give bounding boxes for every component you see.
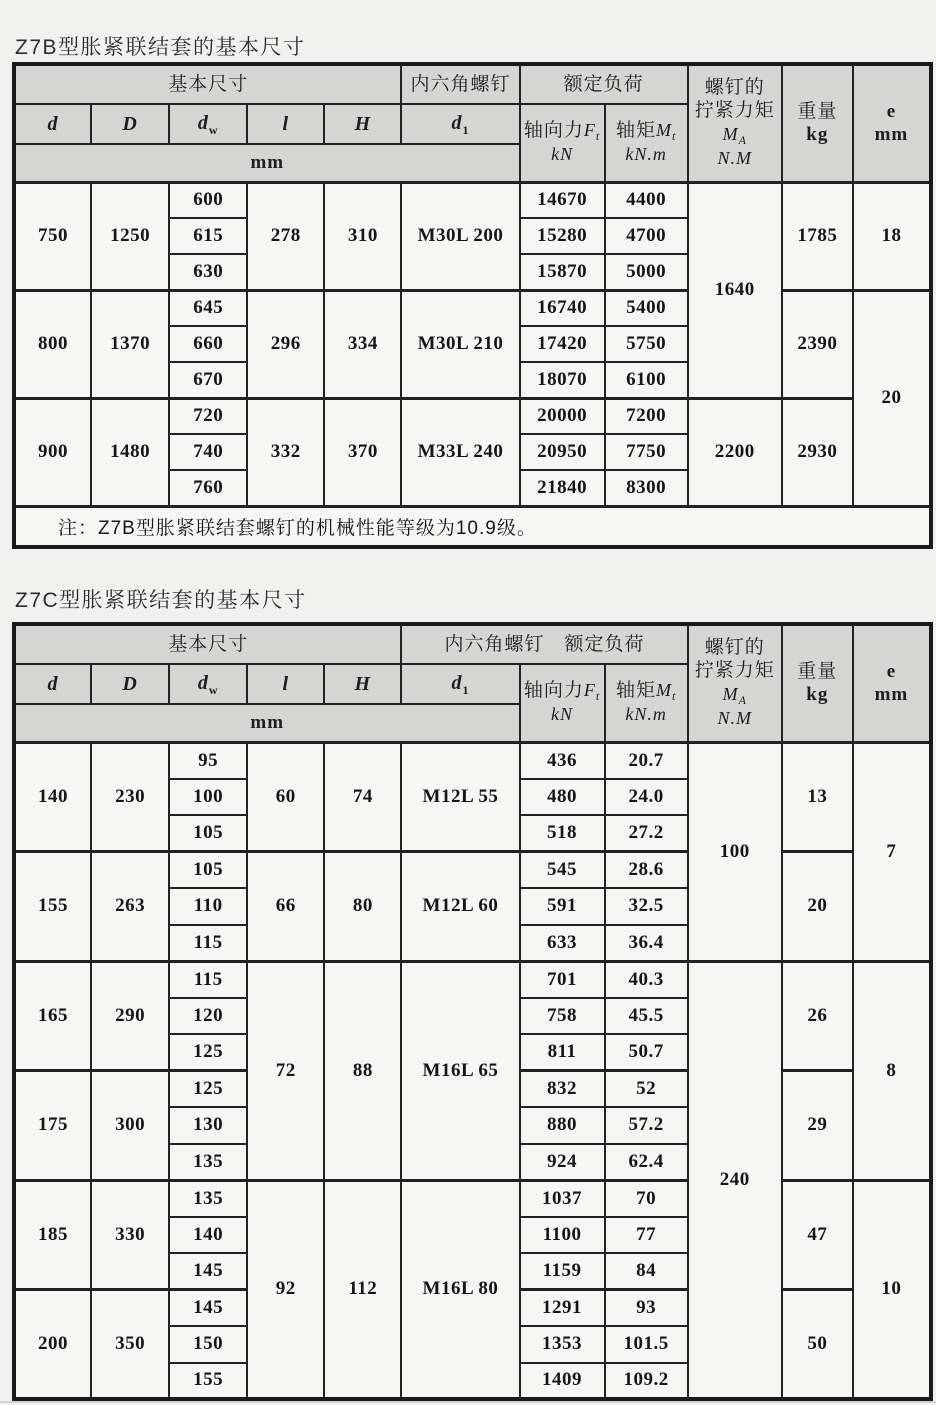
col-axial-torque — [605, 104, 688, 182]
table-cell: M30L 200 — [401, 182, 519, 290]
text-run: w — [208, 682, 219, 697]
table-cell: 135 — [169, 1180, 247, 1217]
text-run: M — [656, 119, 672, 140]
table-cell: 145 — [169, 1253, 247, 1290]
table-cell: 74 — [324, 742, 401, 852]
table-cell: M12L 55 — [401, 742, 519, 852]
text-run: 轴矩 — [615, 119, 656, 141]
table-cell: 7 — [853, 742, 931, 961]
table-cell: 7750 — [605, 434, 688, 470]
table-cell: 145 — [169, 1290, 247, 1327]
table-cell: M12L 60 — [401, 852, 519, 962]
z7b-table-title: Z7B型胀紧联结套的基本尺寸 — [15, 36, 306, 59]
table-cell: 105 — [169, 815, 247, 852]
table-cell: 77 — [605, 1217, 688, 1254]
table-cell: 1409 — [520, 1363, 605, 1400]
table-cell: 5750 — [605, 326, 688, 362]
text-run: w — [208, 122, 219, 137]
table-cell: 633 — [520, 925, 605, 962]
table-cell: 29 — [782, 1071, 853, 1181]
text-run: l — [282, 672, 290, 695]
table-cell: 1159 — [520, 1253, 605, 1290]
table-cell: 120 — [169, 998, 247, 1035]
table-cell: 1250 — [91, 182, 169, 290]
table-cell: 6100 — [605, 362, 688, 398]
text-run: mm — [250, 712, 285, 734]
table-cell: 760 — [169, 470, 247, 506]
table-cell: 900 — [14, 398, 91, 506]
header-e — [853, 624, 931, 742]
table-cell: 811 — [520, 1034, 605, 1071]
table-cell: 112 — [324, 1180, 401, 1399]
table-cell: 15280 — [520, 218, 605, 254]
table-cell: 5400 — [605, 290, 688, 326]
table-cell: 18 — [853, 182, 931, 290]
col-dw — [169, 664, 247, 704]
table-cell: 332 — [247, 398, 324, 506]
text-run: A — [738, 692, 747, 707]
table-cell: 330 — [91, 1180, 169, 1290]
table-cell: 1353 — [520, 1326, 605, 1363]
table-cell: 115 — [169, 925, 247, 962]
table-cell: 115 — [169, 961, 247, 998]
table-cell: 290 — [91, 961, 169, 1071]
table-cell: 832 — [520, 1071, 605, 1108]
text-run: N.M — [717, 148, 753, 169]
table-cell: 750 — [14, 182, 91, 290]
col-d — [14, 664, 91, 704]
table-cell: 101.5 — [605, 1326, 688, 1363]
table-cell: 230 — [91, 742, 169, 852]
text-run: mm — [874, 124, 909, 146]
col-axial-torque — [605, 664, 688, 742]
table-cell: 2200 — [688, 398, 782, 506]
col-l — [247, 104, 324, 144]
table-cell: 47 — [782, 1180, 853, 1290]
table-cell: 125 — [169, 1071, 247, 1108]
header-rated-load: 额定负荷 — [520, 64, 688, 104]
table-cell: 20 — [853, 290, 931, 506]
table-cell: 40.3 — [605, 961, 688, 998]
z7c-dimensions-table — [12, 622, 933, 1401]
table-cell: 155 — [169, 1363, 247, 1400]
table-cell: 13 — [782, 742, 853, 852]
table-cell: 701 — [520, 961, 605, 998]
table-cell: M33L 240 — [401, 398, 519, 506]
table-cell: 720 — [169, 398, 247, 434]
table-cell: 1291 — [520, 1290, 605, 1327]
text-run: t — [671, 688, 677, 703]
table-cell: 100 — [688, 742, 782, 961]
text-run: 重量 — [797, 661, 838, 683]
header-hex-socket-screw: 内六角螺钉 — [401, 64, 519, 104]
text-run: N.M — [717, 708, 752, 729]
table-cell: 924 — [520, 1144, 605, 1181]
table-cell: 518 — [520, 815, 605, 852]
text-run: kN — [551, 704, 574, 725]
table-cell: 480 — [520, 779, 605, 816]
table-cell: 88 — [324, 961, 401, 1180]
table-cell: 130 — [169, 1107, 247, 1144]
table-cell: 17420 — [520, 326, 605, 362]
table-cell: 436 — [520, 742, 605, 779]
table-cell: 80 — [324, 852, 401, 962]
table-cell: 185 — [14, 1180, 91, 1290]
table-cell: 110 — [169, 888, 247, 925]
col-dw — [169, 104, 247, 144]
table-cell: 370 — [324, 398, 401, 506]
text-run: M — [722, 123, 739, 144]
table-cell: 5000 — [605, 254, 688, 290]
table-cell: 36.4 — [605, 925, 688, 962]
table-cell: M16L 65 — [401, 961, 519, 1180]
text-run: H — [354, 112, 372, 135]
text-run: M — [655, 679, 672, 700]
table-cell: 300 — [91, 1071, 169, 1181]
table-cell: 1370 — [91, 290, 169, 398]
text-run: 1 — [462, 122, 470, 137]
table-cell: 62.4 — [605, 1144, 688, 1181]
header-screw-tightening-torque — [688, 64, 782, 182]
table-cell: 175 — [14, 1071, 91, 1181]
table-cell: 20 — [782, 852, 853, 962]
text-run: F — [583, 679, 596, 700]
text-run: D — [122, 112, 138, 135]
table-cell: 1100 — [520, 1217, 605, 1254]
table-cell: 21840 — [520, 470, 605, 506]
text-run: d — [47, 112, 59, 135]
table-cell: 16740 — [520, 290, 605, 326]
table-cell: 670 — [169, 362, 247, 398]
table-cell: 7200 — [605, 398, 688, 434]
table-cell: 50 — [782, 1290, 853, 1400]
text-run: 轴向力 — [523, 119, 584, 141]
text-run: 螺钉的 — [704, 77, 765, 99]
text-run: A — [738, 132, 747, 147]
table-cell: 615 — [169, 218, 247, 254]
table-cell: 278 — [247, 182, 324, 290]
table-cell: 660 — [169, 326, 247, 362]
table-cell: 8300 — [605, 470, 688, 506]
table-cell: 105 — [169, 852, 247, 889]
text-run: 重量 — [797, 101, 838, 123]
col-d1 — [401, 104, 519, 144]
table-cell: 18070 — [520, 362, 605, 398]
table-cell: 8 — [853, 961, 931, 1180]
text-run: D — [122, 672, 138, 695]
header-basic-dimensions: 基本尺寸 — [14, 64, 401, 104]
table-cell: 800 — [14, 290, 91, 398]
text-run: H — [354, 672, 372, 695]
table-cell: 27.2 — [605, 815, 688, 852]
text-run: t — [595, 688, 601, 703]
table-cell: 84 — [605, 1253, 688, 1290]
table-cell: 1640 — [688, 182, 782, 398]
table-cell: 72 — [247, 961, 324, 1180]
table-cell: 165 — [14, 961, 91, 1071]
table-cell: 334 — [324, 290, 401, 398]
col-axial-force — [520, 664, 605, 742]
text-run: d — [197, 111, 209, 134]
header-weight — [782, 64, 853, 182]
table-cell: 26 — [782, 961, 853, 1071]
table-cell: 1480 — [91, 398, 169, 506]
table-cell: 140 — [169, 1217, 247, 1254]
table-cell: M30L 210 — [401, 290, 519, 398]
col-d — [14, 104, 91, 144]
text-run: e — [886, 661, 897, 683]
text-run: 轴向力 — [523, 679, 584, 701]
text-run: d — [451, 671, 463, 694]
table-cell: 310 — [324, 182, 401, 290]
text-run: d — [47, 672, 59, 695]
table-cell: 1037 — [520, 1180, 605, 1217]
table-cell: 4700 — [605, 218, 688, 254]
table-cell: 93 — [605, 1290, 688, 1327]
table-cell: 140 — [14, 742, 91, 852]
text-run: kg — [806, 684, 829, 706]
table-cell: 880 — [520, 1107, 605, 1144]
table-cell: 95 — [169, 742, 247, 779]
text-run: 拧紧力矩 — [694, 660, 775, 682]
text-run: 拧紧力矩 — [694, 100, 775, 122]
text-run: d — [451, 111, 463, 134]
z7b-dimensions-table — [12, 62, 933, 549]
text-run: M — [722, 683, 739, 704]
z7c-table-title: Z7C型胀紧联结套的基本尺寸 — [15, 589, 307, 612]
table-cell: 20950 — [520, 434, 605, 470]
table-cell: 60 — [247, 742, 324, 852]
unit-mm — [14, 704, 520, 742]
header-e — [853, 64, 931, 182]
table-cell: 600 — [169, 182, 247, 218]
table-cell: 14670 — [520, 182, 605, 218]
header-weight — [782, 624, 853, 742]
table-cell: 645 — [169, 290, 247, 326]
table-cell: 150 — [169, 1326, 247, 1363]
table-cell: 109.2 — [605, 1363, 688, 1400]
text-run: t — [672, 128, 677, 143]
text-run: 螺钉的 — [704, 637, 765, 659]
table-cell: 2390 — [782, 290, 853, 398]
table-cell: 50.7 — [605, 1034, 688, 1071]
col-axial-force — [520, 104, 605, 182]
table-cell: 2930 — [782, 398, 853, 506]
table-cell: 24.0 — [605, 779, 688, 816]
table-cell: 10 — [853, 1180, 931, 1399]
table-cell: 263 — [91, 852, 169, 962]
col-d1 — [401, 664, 519, 704]
table-cell: 20.7 — [605, 742, 688, 779]
table-cell: 20000 — [520, 398, 605, 434]
table-cell: M16L 80 — [401, 1180, 519, 1399]
text-run: d — [197, 671, 209, 694]
table-cell: 100 — [169, 779, 247, 816]
table-cell: 125 — [169, 1034, 247, 1071]
table-cell: 57.2 — [605, 1107, 688, 1144]
text-run: e — [886, 101, 897, 123]
header-hex-screw-rated-load: 内六角螺钉 额定负荷 — [401, 624, 687, 664]
table-cell: 135 — [169, 1144, 247, 1181]
table-cell: 758 — [520, 998, 605, 1035]
table-cell: 350 — [91, 1290, 169, 1400]
table-note: 注：Z7B型胀紧联结套螺钉的机械性能等级为10.9级。 — [14, 506, 931, 547]
text-run: l — [282, 112, 290, 135]
header-screw-tightening-torque — [688, 624, 782, 742]
table-cell: 630 — [169, 254, 247, 290]
col-H — [324, 104, 401, 144]
text-run: t — [595, 128, 601, 143]
table-cell: 155 — [14, 852, 91, 962]
text-run: 轴矩 — [615, 679, 656, 701]
text-run: kg — [806, 124, 829, 146]
text-run: mm — [874, 684, 909, 706]
table-cell: 1785 — [782, 182, 853, 290]
table-cell: 66 — [247, 852, 324, 962]
table-cell: 296 — [247, 290, 324, 398]
text-run: mm — [250, 152, 285, 174]
table-cell: 28.6 — [605, 852, 688, 889]
text-run: kN.m — [625, 704, 667, 725]
table-cell: 200 — [14, 1290, 91, 1400]
col-D — [91, 104, 169, 144]
page-bottom-edge — [0, 1401, 936, 1403]
unit-mm — [14, 144, 520, 182]
table-cell: 740 — [169, 434, 247, 470]
table-cell: 70 — [605, 1180, 688, 1217]
table-cell: 15870 — [520, 254, 605, 290]
text-run: kN — [551, 144, 574, 165]
table-cell: 52 — [605, 1071, 688, 1108]
table-cell: 545 — [520, 852, 605, 889]
text-run: kN.m — [625, 144, 667, 165]
text-run: 1 — [462, 682, 470, 697]
table-cell: 240 — [688, 961, 782, 1399]
table-cell: 4400 — [605, 182, 688, 218]
col-l — [247, 664, 324, 704]
text-run: F — [583, 119, 596, 140]
header-basic-dimensions: 基本尺寸 — [14, 624, 401, 664]
table-cell: 45.5 — [605, 998, 688, 1035]
table-cell: 32.5 — [605, 888, 688, 925]
col-H — [324, 664, 401, 704]
col-D — [91, 664, 169, 704]
table-cell: 92 — [247, 1180, 324, 1399]
table-cell: 591 — [520, 888, 605, 925]
